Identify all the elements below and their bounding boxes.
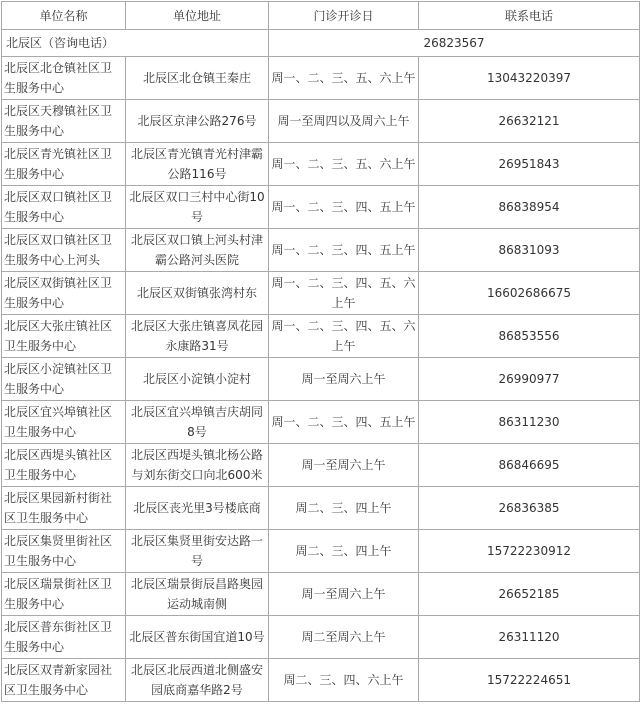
unit-name-cell: 北辰区双口镇社区卫生服务中心 bbox=[2, 186, 126, 229]
contact-phone-cell: 86846695 bbox=[419, 444, 640, 487]
table-row bbox=[2, 444, 640, 487]
unit-address-cell: 北辰区北仓镇王秦庄 bbox=[126, 57, 269, 100]
clinic-days-cell: 周一至周六上午 bbox=[269, 358, 419, 401]
table-row bbox=[2, 272, 640, 315]
contact-phone-cell: 15722224651 bbox=[419, 659, 640, 702]
table-row bbox=[2, 616, 640, 659]
contact-phone-cell: 26632121 bbox=[419, 100, 640, 143]
table-row bbox=[2, 487, 640, 530]
clinic-days-cell: 周一、二、三、五、六上午 bbox=[269, 143, 419, 186]
table-row bbox=[2, 229, 640, 272]
unit-name-cell: 北辰区双青新家园社区卫生服务中心 bbox=[2, 659, 126, 702]
table-row bbox=[2, 401, 640, 444]
clinic-days-cell: 周一、二、三、四、五上午 bbox=[269, 401, 419, 444]
unit-address-cell: 北辰区北辰西道北侧盛安园底商嘉华路2号 bbox=[126, 659, 269, 702]
clinic-days-cell: 周一、二、三、四、五上午 bbox=[269, 229, 419, 272]
table-row bbox=[2, 100, 640, 143]
header-unit-name: 单位名称 bbox=[2, 2, 126, 30]
unit-name-cell: 北辰区北仓镇社区卫生服务中心 bbox=[2, 57, 126, 100]
clinic-days-cell: 周一、二、三、四、五、六上午 bbox=[269, 315, 419, 358]
unit-name-cell: 北辰区普东街社区卫生服务中心 bbox=[2, 616, 126, 659]
header-clinic-days: 门诊开诊日 bbox=[269, 2, 419, 30]
district-name: 北辰区（咨询电话） bbox=[2, 30, 269, 57]
clinic-days-cell: 周二、三、四、六上午 bbox=[269, 659, 419, 702]
clinic-schedule-table bbox=[1, 1, 640, 702]
unit-address-cell: 北辰区集贤里街安达路一号 bbox=[126, 530, 269, 573]
unit-address-cell: 北辰区京津公路276号 bbox=[126, 100, 269, 143]
unit-name-cell: 北辰区宜兴埠镇社区卫生服务中心 bbox=[2, 401, 126, 444]
contact-phone-cell: 26990977 bbox=[419, 358, 640, 401]
table-header bbox=[2, 2, 640, 30]
unit-address-cell: 北辰区双口三村中心街10号 bbox=[126, 186, 269, 229]
unit-name-cell: 北辰区小淀镇社区卫生服务中心 bbox=[2, 358, 126, 401]
header-unit-address: 单位地址 bbox=[126, 2, 269, 30]
clinic-days-cell: 周二、三、四上午 bbox=[269, 530, 419, 573]
contact-phone-cell: 26311120 bbox=[419, 616, 640, 659]
table-row bbox=[2, 57, 640, 100]
unit-address-cell: 北辰区大张庄镇喜凤花园永康路31号 bbox=[126, 315, 269, 358]
clinic-days-cell: 周一至周六上午 bbox=[269, 573, 419, 616]
contact-phone-cell: 86311230 bbox=[419, 401, 640, 444]
contact-phone-cell: 26836385 bbox=[419, 487, 640, 530]
unit-address-cell: 北辰区小淀镇小淀村 bbox=[126, 358, 269, 401]
unit-address-cell: 北辰区丧光里3号楼底商 bbox=[126, 487, 269, 530]
contact-phone-cell: 26951843 bbox=[419, 143, 640, 186]
unit-address-cell: 北辰区宜兴埠镇吉庆胡同8号 bbox=[126, 401, 269, 444]
header-row bbox=[2, 2, 640, 30]
contact-phone-cell: 13043220397 bbox=[419, 57, 640, 100]
header-contact-phone: 联系电话 bbox=[419, 2, 640, 30]
table-row bbox=[2, 143, 640, 186]
clinic-days-cell: 周一至周四以及周六上午 bbox=[269, 100, 419, 143]
contact-phone-cell: 86838954 bbox=[419, 186, 640, 229]
clinic-days-cell: 周二、三、四上午 bbox=[269, 487, 419, 530]
contact-phone-cell: 15722230912 bbox=[419, 530, 640, 573]
unit-name-cell: 北辰区青光镇社区卫生服务中心 bbox=[2, 143, 126, 186]
clinic-days-cell: 周一、二、三、四、五上午 bbox=[269, 186, 419, 229]
unit-address-cell: 北辰区青光镇青光村津霸公路116号 bbox=[126, 143, 269, 186]
unit-address-cell: 北辰区瑞景街辰昌路奥园运动城南侧 bbox=[126, 573, 269, 616]
unit-address-cell: 北辰区双街镇张湾村东 bbox=[126, 272, 269, 315]
clinic-days-cell: 周一、二、三、五、六上午 bbox=[269, 57, 419, 100]
clinic-days-cell: 周二至周六上午 bbox=[269, 616, 419, 659]
unit-address-cell: 北辰区普东街国宜道10号 bbox=[126, 616, 269, 659]
unit-name-cell: 北辰区大张庄镇社区卫生服务中心 bbox=[2, 315, 126, 358]
table-body bbox=[2, 30, 640, 702]
contact-phone-cell: 26652185 bbox=[419, 573, 640, 616]
contact-phone-cell: 86853556 bbox=[419, 315, 640, 358]
unit-name-cell: 北辰区果园新村街社区卫生服务中心 bbox=[2, 487, 126, 530]
district-row bbox=[2, 30, 640, 57]
table-row bbox=[2, 315, 640, 358]
clinic-days-cell: 周一、二、三、四、五、六上午 bbox=[269, 272, 419, 315]
table-row bbox=[2, 358, 640, 401]
table-row bbox=[2, 530, 640, 573]
unit-name-cell: 北辰区西堤头镇社区卫生服务中心 bbox=[2, 444, 126, 487]
contact-phone-cell: 16602686675 bbox=[419, 272, 640, 315]
unit-address-cell: 北辰区双口镇上河头村津霸公路河头医院 bbox=[126, 229, 269, 272]
table-row bbox=[2, 573, 640, 616]
unit-name-cell: 北辰区集贤里街社区卫生服务中心 bbox=[2, 530, 126, 573]
unit-name-cell: 北辰区天穆镇社区卫生服务中心 bbox=[2, 100, 126, 143]
unit-name-cell: 北辰区双街镇社区卫生服务中心 bbox=[2, 272, 126, 315]
table-row bbox=[2, 186, 640, 229]
unit-address-cell: 北辰区西堤头镇北杨公路与刘东街交口向北600米 bbox=[126, 444, 269, 487]
unit-name-cell: 北辰区双口镇社区卫生服务中心上河头 bbox=[2, 229, 126, 272]
clinic-days-cell: 周一至周六上午 bbox=[269, 444, 419, 487]
district-hotline: 26823567 bbox=[269, 30, 640, 57]
contact-phone-cell: 86831093 bbox=[419, 229, 640, 272]
unit-name-cell: 北辰区瑞景街社区卫生服务中心 bbox=[2, 573, 126, 616]
table-row bbox=[2, 659, 640, 702]
